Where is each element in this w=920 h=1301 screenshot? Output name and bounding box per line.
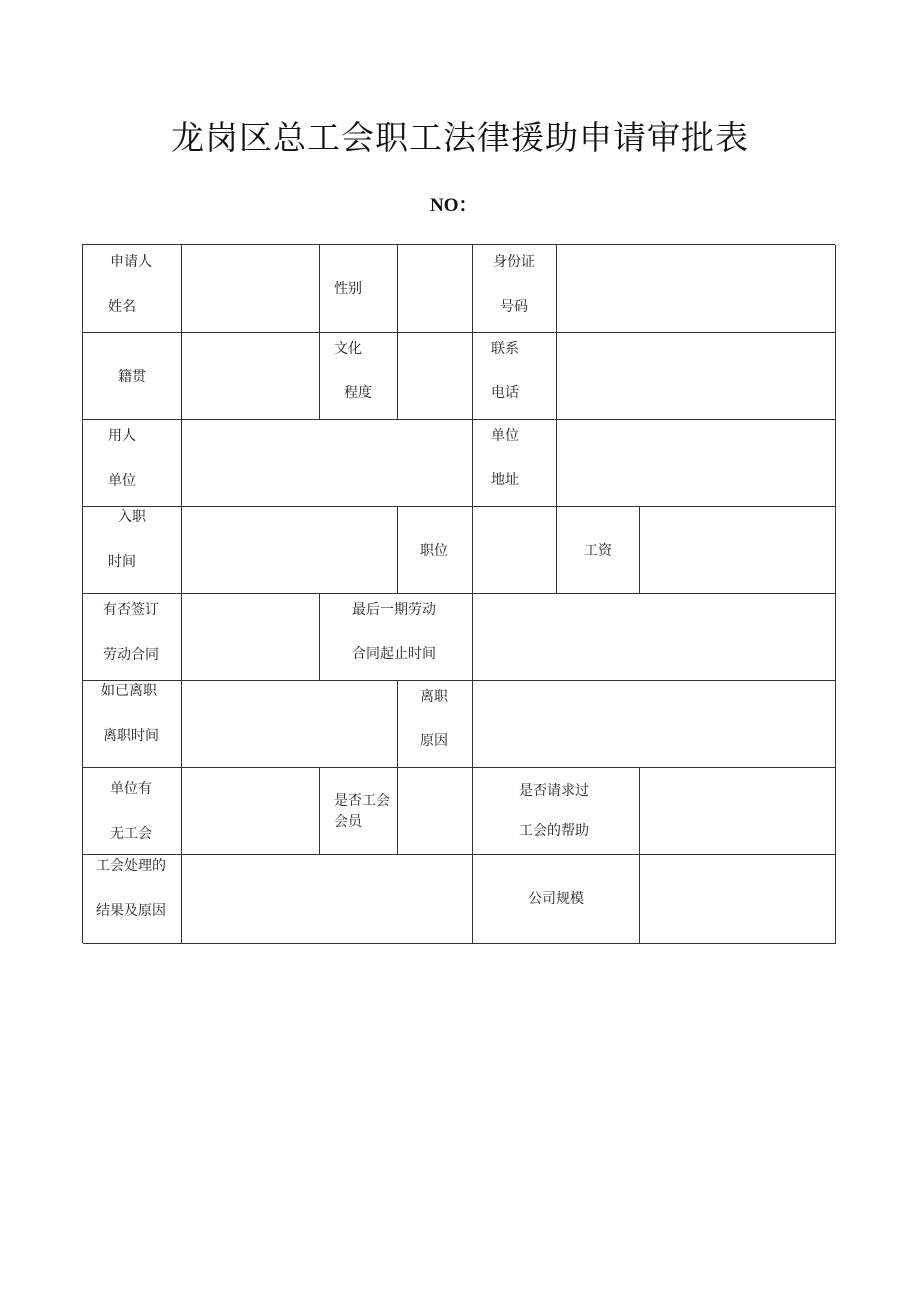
last-contract-period-label-line1: 最后一期劳动: [352, 602, 436, 618]
gender-label-text: 性别: [334, 281, 362, 297]
union-help-field[interactable]: [640, 768, 836, 855]
employer-label: [83, 420, 182, 507]
union-result-label: [83, 855, 182, 944]
company-size-label: [473, 855, 640, 944]
employer-union-label: [83, 768, 182, 855]
union-result-field[interactable]: [182, 855, 473, 944]
id-number-label: [473, 245, 557, 333]
employer-union-label-line1: 单位有: [110, 781, 152, 797]
application-form-table: [82, 244, 835, 943]
employer-label-line2: 单位: [108, 473, 136, 489]
serial-number-prefix: NO: [430, 195, 459, 216]
union-help-label-line1: 是否请求过: [519, 783, 589, 799]
last-contract-period-label: [320, 594, 473, 681]
resignation-date-label-line2: 离职时间: [103, 728, 159, 744]
contact-phone-label-line2: 电话: [491, 385, 519, 401]
employer-label-line1: 用人: [108, 428, 136, 444]
union-result-label-line1: 工会处理的: [96, 858, 166, 874]
education-label: [320, 333, 398, 420]
education-label-line1: 文化: [334, 341, 362, 357]
employer-address-label-line1: 单位: [491, 428, 519, 444]
hire-date-field[interactable]: [182, 507, 398, 594]
union-member-label-line1: 是否工会: [334, 793, 390, 809]
company-size-field[interactable]: [640, 855, 836, 944]
union-help-label: [473, 768, 640, 855]
contact-phone-label: [473, 333, 557, 420]
company-size-label-text: 公司规模: [528, 891, 584, 907]
resignation-reason-field[interactable]: [473, 681, 836, 768]
union-member-field[interactable]: [398, 768, 473, 855]
contract-signed-label-line1: 有否签订: [103, 602, 159, 618]
contact-phone-field[interactable]: [557, 333, 836, 420]
contract-signed-label: [83, 594, 182, 681]
id-number-label-line2: 号码: [500, 299, 528, 315]
applicant-name-label-line1: 申请人: [110, 254, 152, 270]
id-number-field[interactable]: [557, 245, 836, 333]
position-label-text: 职位: [420, 543, 448, 559]
id-number-label-line1: 身份证: [493, 254, 535, 270]
last-contract-period-label-line2: 合同起止时间: [352, 646, 436, 662]
native-place-label-text: 籍贯: [118, 369, 146, 385]
applicant-name-field[interactable]: [182, 245, 320, 333]
education-label-line2: 程度: [344, 385, 372, 401]
employer-address-label: [473, 420, 557, 507]
serial-number-colon: ：: [458, 194, 478, 216]
employer-field[interactable]: [182, 420, 473, 507]
applicant-name-label-line2: 姓名: [108, 299, 136, 315]
salary-label: [557, 507, 640, 594]
salary-field[interactable]: [640, 507, 836, 594]
resignation-date-label: [83, 681, 182, 768]
native-place-field[interactable]: [182, 333, 320, 420]
employer-union-label-line2: 无工会: [110, 826, 152, 842]
position-label: [398, 507, 473, 594]
gender-label: [320, 245, 398, 333]
education-field[interactable]: [398, 333, 473, 420]
resignation-reason-label-line1: 离职: [420, 689, 448, 705]
contact-phone-label-line1: 联系: [491, 341, 519, 357]
union-help-label-line2: 工会的帮助: [519, 823, 589, 839]
union-result-label-line2: 结果及原因: [96, 903, 166, 919]
applicant-name-label: [83, 245, 182, 333]
employer-address-field[interactable]: [557, 420, 836, 507]
hire-date-label: [83, 507, 182, 594]
hire-date-label-line2: 时间: [108, 554, 136, 570]
resignation-reason-label: [398, 681, 473, 768]
resignation-reason-label-line2: 原因: [420, 733, 448, 749]
salary-label-text: 工资: [584, 543, 612, 559]
position-field[interactable]: [473, 507, 557, 594]
contract-signed-field[interactable]: [182, 594, 320, 681]
last-contract-period-field[interactable]: [473, 594, 836, 681]
union-member-label: [320, 768, 398, 855]
serial-number-label: [430, 190, 478, 217]
employer-union-field[interactable]: [182, 768, 320, 855]
gender-field[interactable]: [398, 245, 473, 333]
hire-date-label-line1: 入职: [118, 509, 146, 525]
native-place-label: [83, 333, 182, 420]
resignation-date-field[interactable]: [182, 681, 398, 768]
form-title: 龙岗区总工会职工法律援助申请审批表: [171, 118, 749, 157]
resignation-date-label-line1: 如已离职: [101, 683, 157, 699]
employer-address-label-line2: 地址: [491, 472, 519, 488]
union-member-label-line2: 会员: [334, 814, 362, 830]
contract-signed-label-line2: 劳动合同: [103, 647, 159, 663]
